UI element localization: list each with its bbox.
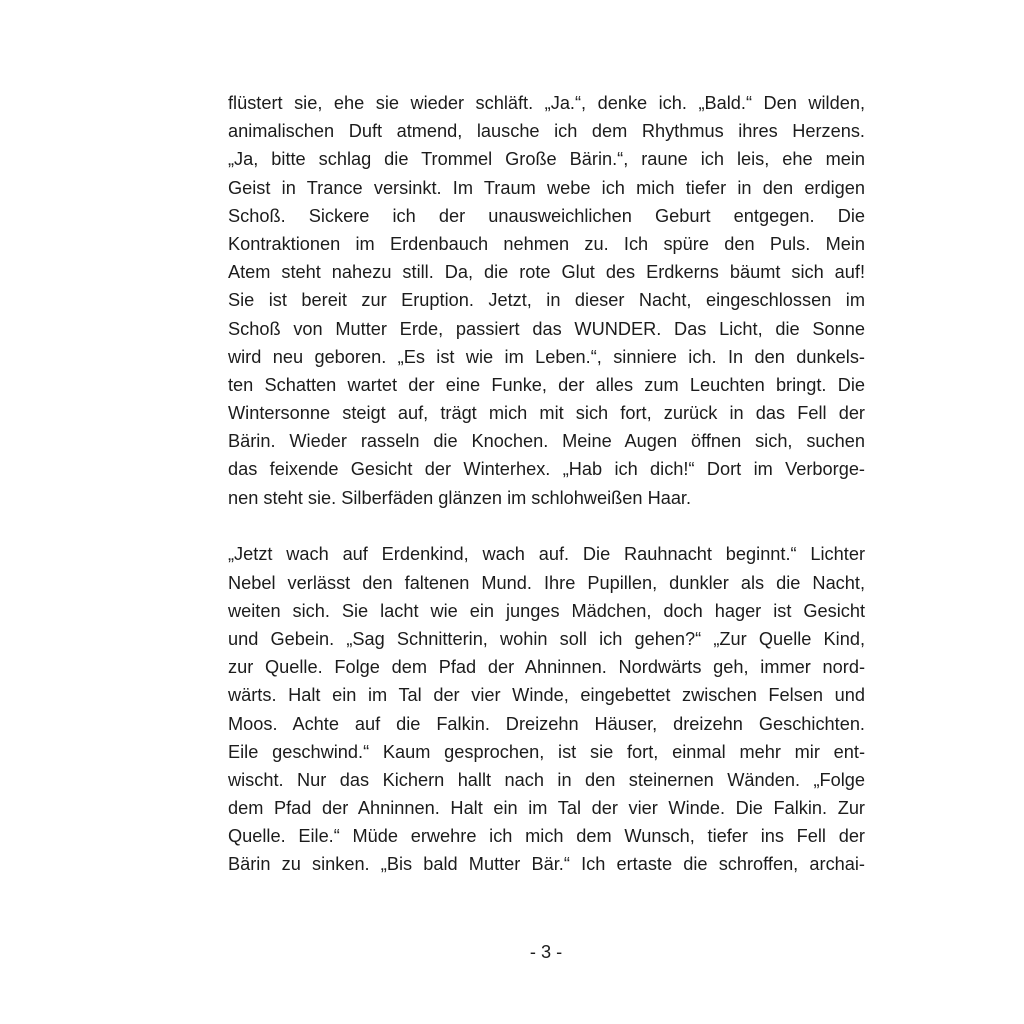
page-number: - 3 - — [529, 942, 563, 962]
text-line: Nebel verlässt den faltenen Mund. Ihre Pupillen, dunkler als die Nacht, — [228, 572, 865, 593]
text-line: „Ja, bitte schlag die Trommel Große Bärin.“, raune ich leis, ehe mein — [228, 149, 865, 170]
text-line: nen steht sie. Silberfäden glänzen im schlohweißen Haar. — [228, 487, 692, 508]
text-line: wischt. Nur das Kichern hallt nach in den steinernen Wänden. „Folge — [228, 769, 865, 790]
text-line: wärts. Halt ein im Tal der vier Winde, eingebettet zwischen Felsen und — [228, 685, 865, 706]
text-line: weiten sich. Sie lacht wie ein junges Mädchen, doch hager ist Gesicht — [228, 600, 865, 621]
text-line: flüstert sie, ehe sie wieder schläft. „Ja.“, denke ich. „Bald.“ Den wilden, — [228, 93, 865, 113]
text-line: Atem steht nahezu still. Da, die rote Glut des Erdkerns bäumt sich auf! — [228, 262, 865, 283]
text-line: Moos. Achte auf die Falkin. Dreizehn Häuser, dreizehn Geschichten. — [228, 713, 865, 734]
text-line: wird neu geboren. „Es ist wie im Leben.“, sinniere ich. In den dunkels- — [228, 346, 865, 367]
text-line: Schoß. Sickere ich der unausweichlichen Geburt entgegen. Die — [228, 205, 865, 226]
text-line: zur Quelle. Folge dem Pfad der Ahninnen. Nordwärts geh, immer nord- — [228, 657, 865, 678]
text-line: ten Schatten wartet der eine Funke, der alles zum Leuchten bringt. Die — [228, 374, 865, 395]
text-line: Wintersonne steigt auf, trägt mich mit sich fort, zurück in das Fell der — [228, 403, 865, 424]
text-line: Quelle. Eile.“ Müde erwehre ich mich dem Wunsch, tiefer ins Fell der — [228, 826, 865, 847]
text-line: animalischen Duft atmend, lausche ich dem Rhythmus ihres Herzens. — [228, 121, 865, 142]
text-line: das feixende Gesicht der Winterhex. „Hab ich dich!“ Dort im Verborge- — [228, 459, 865, 480]
paragraph-2 — [228, 540, 865, 878]
text-line: Schoß von Mutter Erde, passiert das WUNDER. Das Licht, die Sonne — [228, 318, 865, 339]
text-line: Sie ist bereit zur Eruption. Jetzt, in dieser Nacht, eingeschlossen im — [228, 290, 865, 311]
text-line: Geist in Trance versinkt. Im Traum webe ich mich tiefer in den erdigen — [228, 177, 865, 198]
text-line: Kontraktionen im Erdenbauch nehmen zu. Ich spüre den Puls. Mein — [228, 233, 865, 254]
text-line: Bärin. Wieder rasseln die Knochen. Meine Augen öffnen sich, suchen — [228, 431, 865, 452]
text-line: Bärin zu sinken. „Bis bald Mutter Bär.“ Ich ertaste die schroffen, archai- — [228, 854, 865, 875]
text-line: dem Pfad der Ahninnen. Halt ein im Tal der vier Winde. Die Falkin. Zur — [228, 798, 865, 819]
body-text — [228, 89, 865, 879]
paragraph-spacer — [228, 512, 865, 541]
text-line: „Jetzt wach auf Erdenkind, wach auf. Die Rauhnacht beginnt.“ Lichter — [228, 544, 865, 565]
text-line: Eile geschwind.“ Kaum gesprochen, ist sie fort, einmal mehr mir ent- — [228, 741, 865, 762]
paragraph-1 — [228, 89, 865, 512]
text-line: und Gebein. „Sag Schnitterin, wohin soll ich gehen?“ „Zur Quelle Kind, — [228, 628, 865, 649]
